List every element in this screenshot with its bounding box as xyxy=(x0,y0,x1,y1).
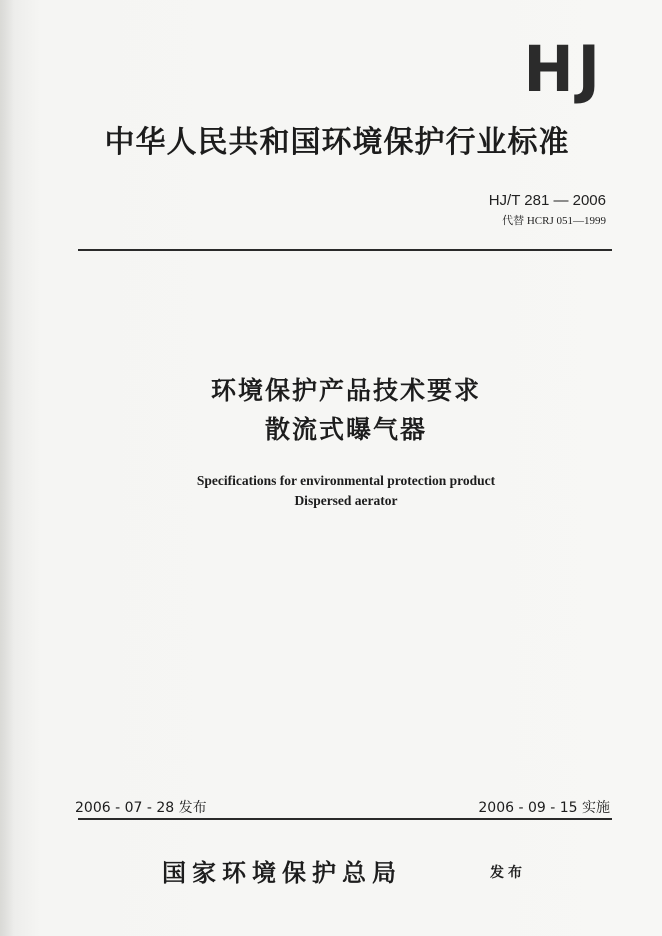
standard-number: HJ/T 281 — 2006 xyxy=(488,192,606,209)
publisher: 国家环境保护总局 xyxy=(162,858,402,887)
org-title: 中华人民共和国环境保护行业标准 xyxy=(104,125,570,160)
implement-date: 2006 - 09 - 15 实施 xyxy=(478,800,610,816)
title-en-line1: Specifications for environmental protection product xyxy=(196,473,496,488)
title-cn-line1: 环境保护产品技术要求 xyxy=(210,376,481,405)
title-en-line2: Dispersed aerator xyxy=(294,493,398,508)
publish-word: 发布 xyxy=(490,865,526,881)
top-divider xyxy=(78,249,612,251)
bottom-divider xyxy=(78,818,612,820)
hj-logo: HJ xyxy=(523,33,604,107)
replaces-standard: 代替 HCRJ 051—1999 xyxy=(502,215,606,227)
issue-date: 2006 - 07 - 28 发布 xyxy=(75,800,207,816)
title-cn-line2: 散流式曝气器 xyxy=(264,415,427,444)
